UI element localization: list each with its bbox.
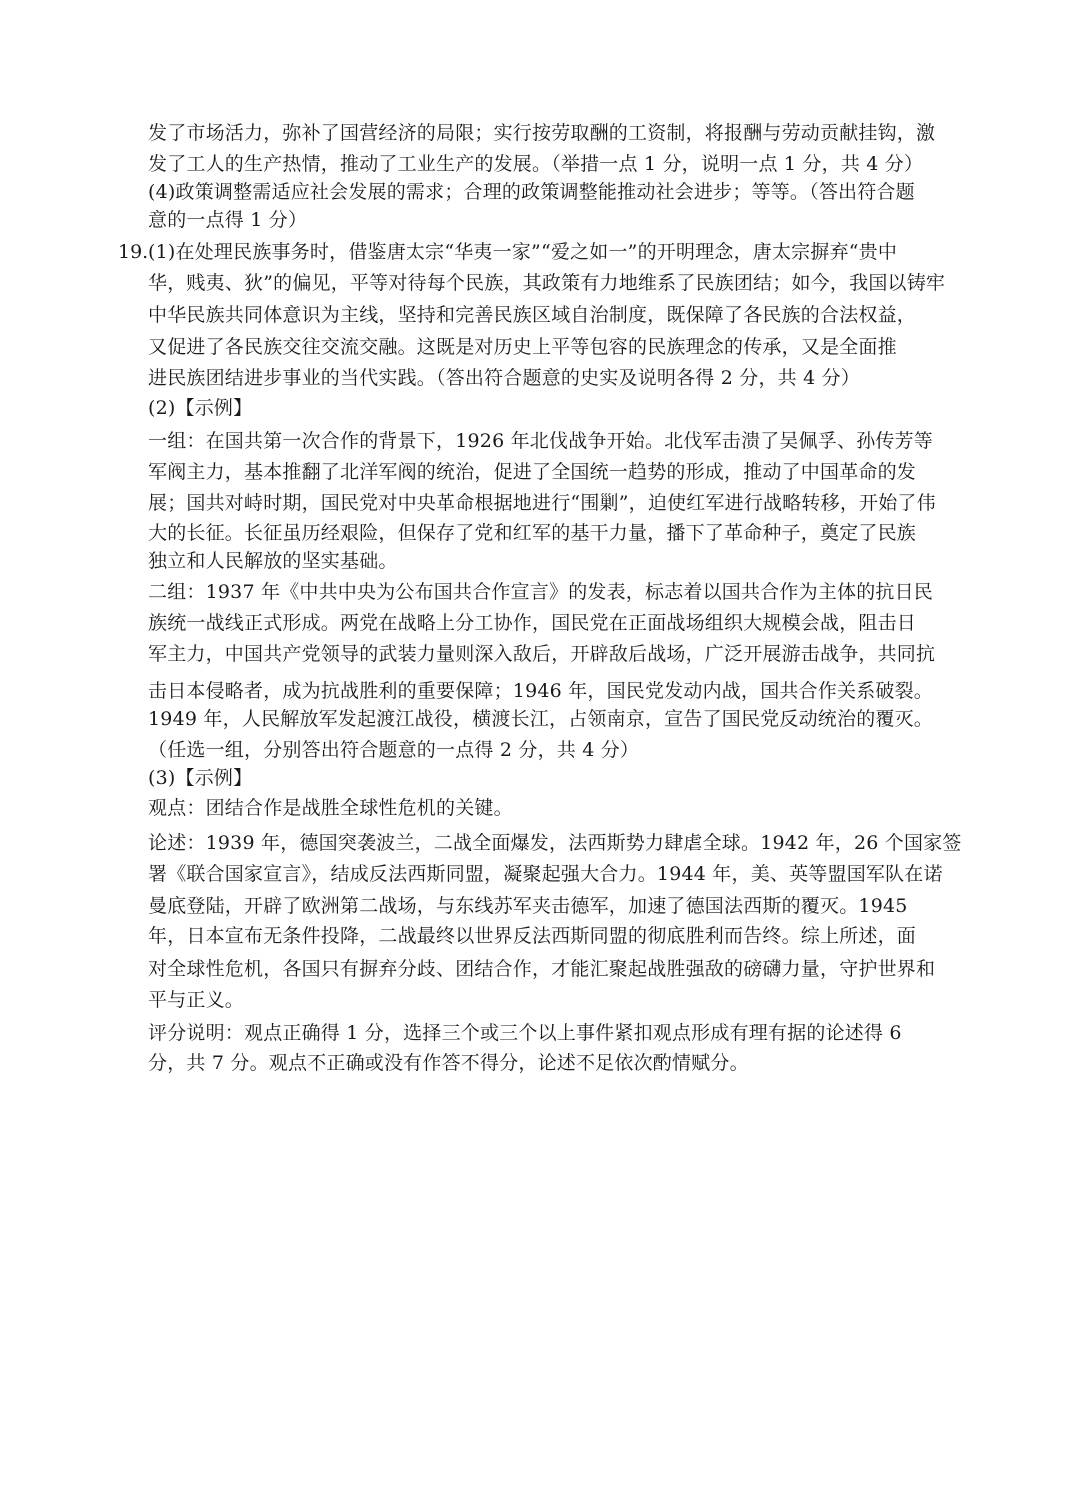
text-line: 击日本侵略者，成为抗战胜利的重要保障；1946 年，国民党发动内战，国共合作关系破裂。 [148, 680, 933, 702]
text-line: 军阀主力，基本推翻了北洋军阀的统治，促进了全国统一趋势的形成，推动了中国革命的发 [148, 461, 917, 483]
text-line: 独立和人民解放的坚实基础。 [148, 550, 398, 572]
text-line: 1949 年，人民解放军发起渡江战役，横渡长江，占领南京，宣告了国民党反动统治的覆灭。 [148, 708, 933, 730]
text-line: 发了工人的生产热情，推动了工业生产的发展。（举措一点 1 分，说明一点 1 分，共 4 分） [148, 153, 924, 175]
text-line: 华，贱夷、狄”的偏见，平等对待每个民族，其政策有力地维系了民族团结；如今，我国以铸牢 [148, 272, 946, 294]
text-line: (1)在处理民族事务时，借鉴唐太宗“华夷一家”“爱之如一”的开明理念，唐太宗摒弃“贵中 [148, 241, 898, 263]
text-line: 一组：在国共第一次合作的背景下，1926 年北伐战争开始。北伐军击溃了吴佩孚、孙传芳等 [148, 430, 933, 452]
example-heading: (2)【示例】 [148, 397, 253, 419]
text-line: 展；国共对峙时期，国民党对中央革命根据地进行“围剿”，迫使红军进行战略转移，开始了伟 [148, 492, 936, 514]
text-line: 军主力，中国共产党领导的武装力量则深入敌后，开辟敌后战场，广泛开展游击战争，共同抗 [148, 643, 936, 665]
text-line: 平与正义。 [148, 989, 245, 1011]
text-line: 进民族团结进步事业的当代实践。（答出符合题意的史实及说明各得 2 分，共 4 分） [148, 367, 861, 389]
text-line: 年，日本宣布无条件投降，二战最终以世界反法西斯同盟的彻底胜利而告终。综上所述，面 [148, 925, 917, 947]
text-line: 族统一战线正式形成。两党在战略上分工协作，国民党在正面战场组织大规模会战，阻击日 [148, 612, 917, 634]
text-line: 二组：1937 年《中共中央为公布国共合作宣言》的发表，标志着以国共合作为主体的抗日民 [148, 581, 933, 603]
scoring-note-line: 分，共 7 分。观点不正确或没有作答不得分，论述不足依次酌情赋分。 [148, 1052, 749, 1074]
example-heading: (3)【示例】 [148, 767, 253, 789]
text-line: （任选一组，分别答出符合题意的一点得 2 分，共 4 分） [148, 739, 640, 761]
text-line: (4)政策调整需适应社会发展的需求；合理的政策调整能推动社会进步；等等。（答出符合题 [148, 181, 915, 203]
text-line: 曼底登陆，开辟了欧洲第二战场，与东线苏军夹击德军，加速了德国法西斯的覆灭。1945 [148, 895, 908, 917]
question-number: 19. [118, 241, 149, 263]
text-line: 意的一点得 1 分） [148, 209, 308, 231]
scoring-note-line: 评分说明：观点正确得 1 分，选择三个或三个以上事件紧扣观点形成有理有据的论述得 6 [148, 1022, 902, 1044]
text-line: 中华民族共同体意识为主线，坚持和完善民族区域自治制度，既保障了各民族的合法权益， [148, 304, 917, 326]
viewpoint-line: 观点：团结合作是战胜全球性危机的关键。 [148, 797, 513, 819]
text-line: 对全球性危机，各国只有摒弃分歧、团结合作，才能汇聚起战胜强敌的磅礴力量，守护世界和 [148, 958, 936, 980]
text-line: 论述：1939 年，德国突袭波兰，二战全面爆发，法西斯势力肆虐全球。1942 年，26 个国家签 [148, 832, 962, 854]
text-line: 发了市场活力，弥补了国营经济的局限；实行按劳取酬的工资制，将报酬与劳动贡献挂钩，激 [148, 122, 936, 144]
text-line: 署《联合国家宣言》，结成反法西斯同盟，凝聚起强大合力。1944 年，美、英等盟国军队在诺 [148, 863, 943, 885]
text-line: 大的长征。长征虽历经艰险，但保存了党和红军的基干力量，播下了革命种子，奠定了民族 [148, 522, 917, 544]
text-line: 又促进了各民族交往交流交融。这既是对历史上平等包容的民族理念的传承，又是全面推 [148, 336, 897, 358]
